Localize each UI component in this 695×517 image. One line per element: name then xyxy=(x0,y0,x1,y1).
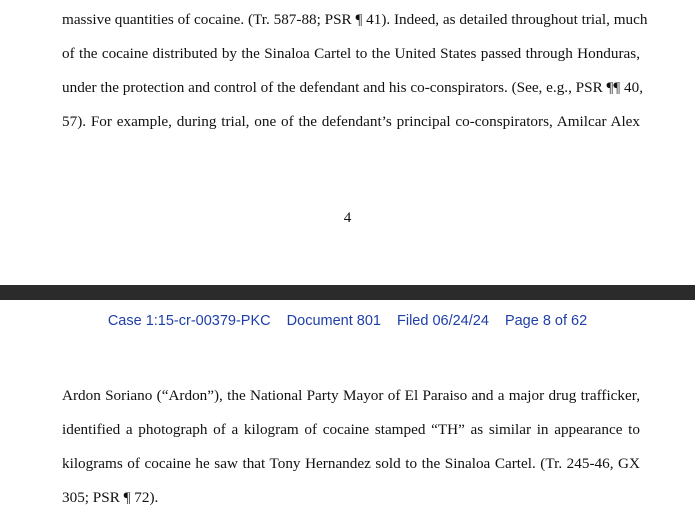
body-text-line: of the cocaine distributed by the Sinaloa Cartel to the United States passed through Honduras, xyxy=(62,45,640,62)
body-text-line: massive quantities of cocaine. (Tr. 587-88; PSR ¶ 41). Indeed, as detailed throughout trial, much xyxy=(62,11,648,28)
document-page-bottom xyxy=(0,300,695,517)
page-number: 4 xyxy=(343,209,352,226)
document-number: Document 801 xyxy=(286,313,381,329)
body-text-line: 305; PSR ¶ 72). xyxy=(62,489,159,506)
body-text-line: kilograms of cocaine he saw that Tony Hernandez sold to the Sinaloa Cartel. (Tr. 245-46, GX xyxy=(62,455,640,472)
filed-date: Filed 06/24/24 xyxy=(397,313,489,329)
body-text-line: under the protection and control of the defendant and his co-conspirators. (See, e.g., PSR ¶¶ 40, xyxy=(62,79,644,96)
case-header xyxy=(0,312,695,330)
body-text-line: 57). For example, during trial, one of the defendant’s principal co-conspirators, Amilcar Alex xyxy=(62,113,640,130)
page-separator xyxy=(0,285,695,300)
body-text-line: Ardon Soriano (“Ardon”), the National Party Mayor of El Paraiso and a major drug trafficker, xyxy=(62,387,640,404)
body-text-line: identified a photograph of a kilogram of cocaine stamped “TH” as similar in appearance to xyxy=(62,421,640,438)
case-number: Case 1:15-cr-00379-PKC xyxy=(107,313,271,329)
page-count: Page 8 of 62 xyxy=(504,313,588,329)
